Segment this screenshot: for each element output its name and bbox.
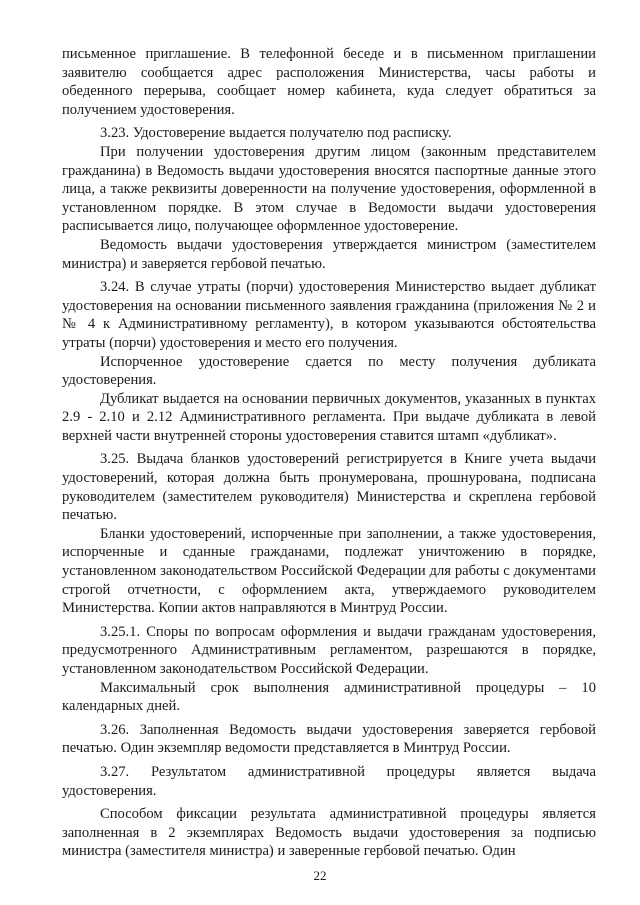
paragraph-3-24: 3.24. В случае утраты (порчи) удостоверения Министерство выдает дубликат удостоверения на основании письменного заявления гражданина (приложения № 2 и № 4 к Административному регламенту), в котором указываются обстоятельства утраты (порчи) удостоверения и место его получения. (62, 279, 596, 351)
paragraph-3-24-spoiled: Испорченное удостоверение сдается по месту получения дубликата удостоверения. (62, 353, 596, 389)
paragraph-3-24-duplicate: Дубликат выдается на основании первичных документов, указанных в пунктах 2.9 - 2.10 и 2.12 Административного регламента. При выдаче дубликата в левой верхней части внутренней стороны удостоверения ставится штамп «дубликат». (62, 390, 596, 444)
paragraph-3-25: 3.25. Выдача бланков удостоверений регистрируется в Книге учета выдачи удостоверений, которая должна быть пронумерована, прошнурована, подписана руководителем (заместителем руководителя) Министерства и скреплена гербовой печатью. (62, 451, 596, 524)
page-number: 22 (313, 868, 327, 883)
paragraph-3-26: 3.26. Заполненная Ведомость выдачи удостоверения заверяется гербовой печатью. Один экземпляр ведомости представляется в Минтруд России. (62, 721, 596, 757)
paragraph-3-23-representative: При получении удостоверения другим лицом (законным представителем гражданина) в Ведомость выдачи удостоверения вносятся паспортные данные этого лица, а также реквизиты доверенности на получение удостоверения, оформленной в установленном порядке. В этом случае в Ведомости выдачи удостоверения расписывается лицо, получающее оформленное удостоверение. (62, 143, 596, 235)
paragraph-3-25-1-term: Максимальный срок выполнения административной процедуры – 10 календарных дней. (62, 679, 596, 715)
paragraph-3-25-1: 3.25.1. Споры по вопросам оформления и выдачи гражданам удостоверения, предусмотренного Административным регламентом, разрешаются в порядке, установленном законодательством Российской Федерации. (62, 623, 596, 677)
paragraph-3-23-statement: Ведомость выдачи удостоверения утверждается министром (заместителем министра) и заверяется гербовой печатью. (62, 236, 596, 272)
paragraph-3-27: 3.27. Результатом административной процедуры является выдача удостоверения. (62, 763, 596, 799)
paragraph-3-23: 3.23. Удостоверение выдается получателю под расписку. (100, 125, 452, 142)
paragraph-1: письменное приглашение. В телефонной беседе и в письменном приглашении заявителю сообщается адрес расположения Министерства, часы работы и обеденного перерыва, сообщает номер кабинета, куда следует обратиться за получением удостоверения. (62, 46, 596, 118)
paragraph-3-27-fixation: Способом фиксации результата административной процедуры является заполненная в 2 экземплярах Ведомость выдачи удостоверения за подписью министра (заместителя министра) и заверенные гербовой печатью. Один (62, 806, 596, 860)
paragraph-3-25-blanks: Бланки удостоверений, испорченные при заполнении, а также удостоверения, испорченные и сданные гражданами, подлежат уничтожению в порядке, установленном законодательством Российской Федерации для работы с документами строгой отчетности, с оформлением акта, утверждаемого руководителем Министерства. Копии актов направляются в Минтруд России. (62, 525, 596, 617)
body-text (62, 45, 596, 861)
